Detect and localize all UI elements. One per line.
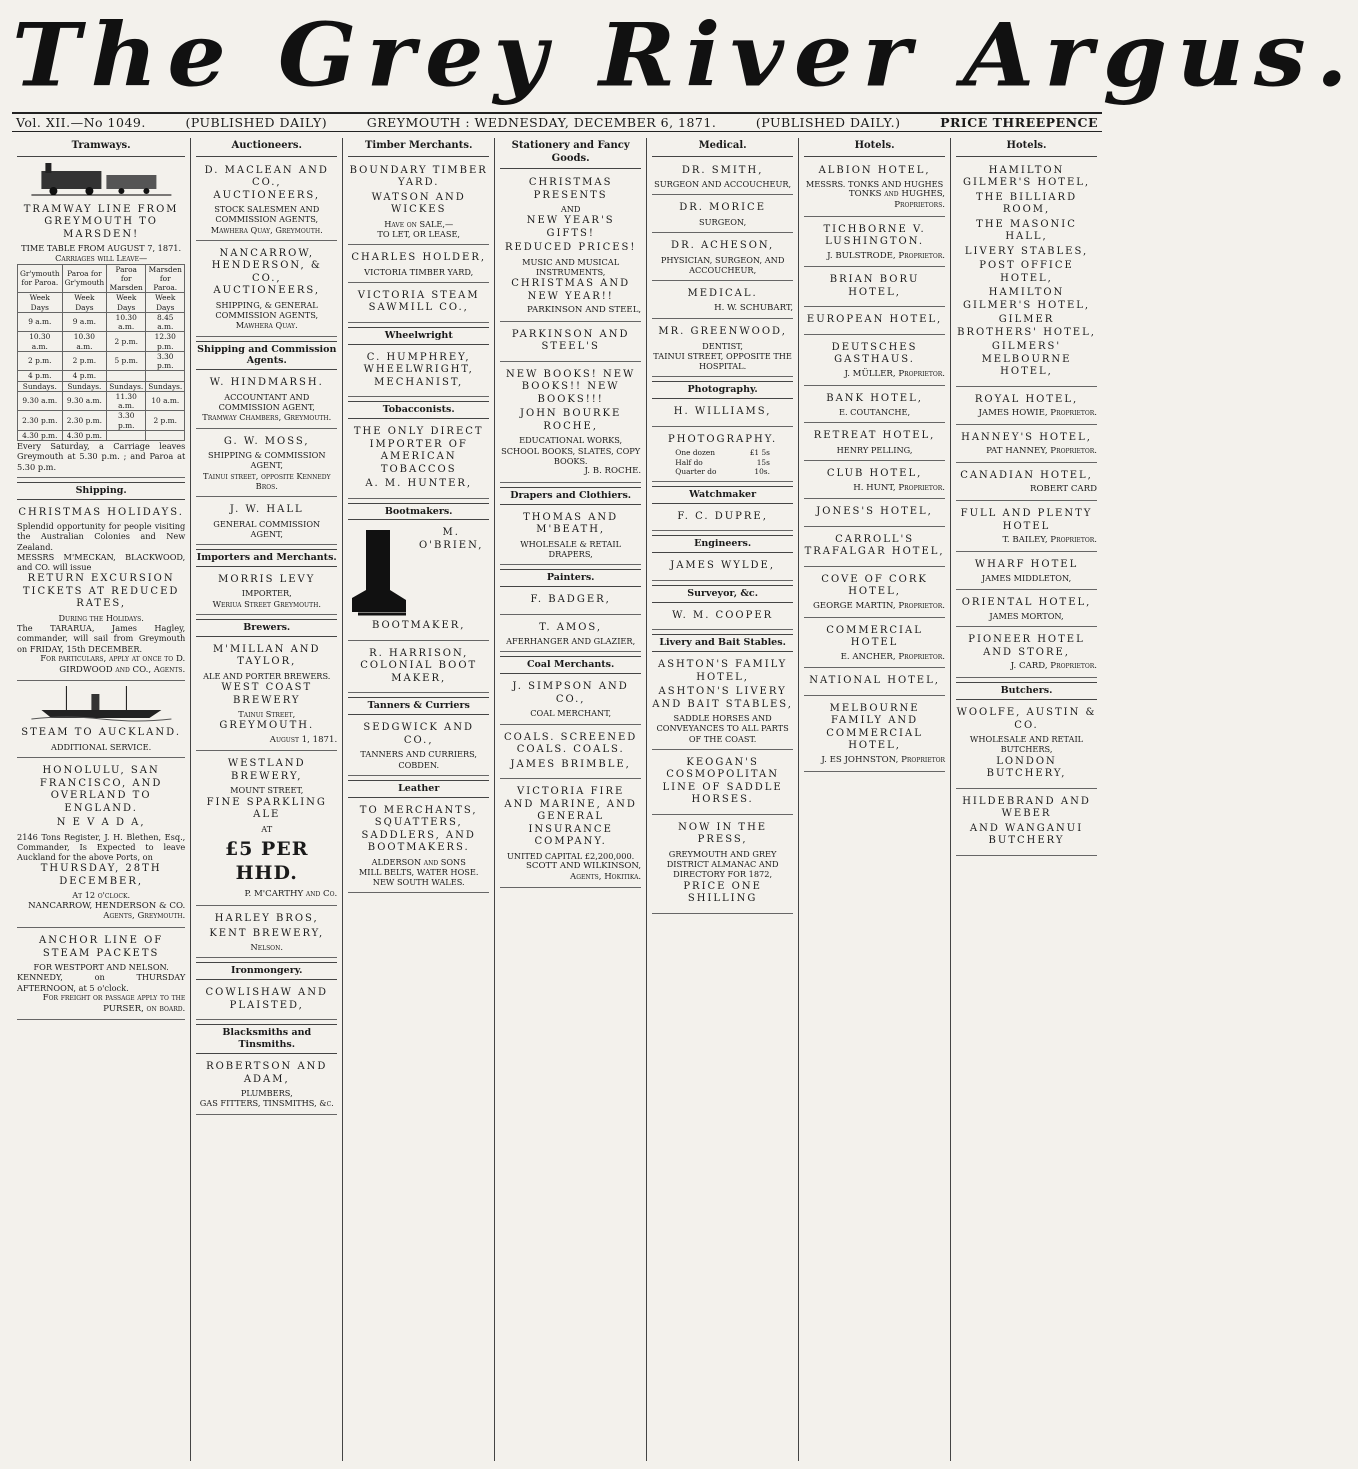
tt-cell: Sundays.	[107, 381, 146, 391]
harrison-title: R. HARRISON, COLONIAL BOOT MAKER,	[360, 647, 478, 684]
almanac: GREYMOUTH AND GREY DISTRICT ALMANAC AND DIRECTORY FOR 1872,	[666, 848, 779, 880]
now-in-press: NOW IN THE PRESS,	[678, 821, 768, 846]
hildebrand-weber: HILDEBRAND AND WEBER	[962, 795, 1091, 820]
brian-boru: BRIAN BORU HOTEL,	[829, 274, 920, 298]
smith-title: DR. SMITH,	[681, 164, 764, 176]
butchers-heading: Butchers.	[956, 682, 1097, 700]
mmillan-sub: ALE AND PORTER BREWERS.	[203, 670, 331, 681]
col4-heading: Stationery and Fancy Goods.	[500, 138, 641, 169]
tt-cell: 4.30 p.m.	[62, 430, 107, 440]
newspaper-title: The Grey River Argus.	[12, 3, 1358, 107]
morice-title: DR. MORICE	[679, 202, 766, 214]
thursday-date: THURSDAY, 28TH DECEMBER,	[40, 863, 162, 887]
christmas-presents: CHRISTMAS PRESENTS	[528, 177, 613, 201]
watchmaker-heading: Watchmaker	[652, 486, 793, 504]
col5-heading: Medical.	[652, 138, 793, 157]
westport-nelson: FOR WESTPORT AND NELSON.	[33, 962, 169, 973]
masonic-hall: THE MASONIC HALL,	[976, 218, 1077, 242]
painters-heading: Painters.	[500, 569, 641, 587]
dateline	[12, 112, 1102, 132]
hall-title: J. W. HALL	[229, 504, 304, 515]
anchor-line: ANCHOR LINE OF STEAM PACKETS	[39, 935, 164, 959]
gilmer-hotel: HAMILTON GILMER'S HOTEL,	[962, 164, 1091, 188]
tt-header: Paroa for Gr'ymouth	[62, 264, 107, 293]
column-3	[343, 138, 495, 1461]
brewers-heading: Brewers.	[196, 619, 337, 637]
particulars: For particulars, apply at once to D. GIRDWOOD and CO., Agents.	[40, 653, 186, 675]
tt-cell: 8.45 a.m.	[146, 312, 185, 332]
commercial-hotel: COMMERCIAL HOTEL	[826, 624, 923, 649]
columns	[12, 138, 1102, 1461]
maclean-sub: STOCK SALESMEN AND COMMISSION AGENTS,	[214, 204, 320, 225]
moss-sub: SHIPPING & COMMISSION AGENT,	[207, 450, 326, 471]
tt-cell: 10.30 a.m.	[107, 312, 146, 332]
wheelwright-heading: Wheelwright	[348, 327, 489, 345]
paperhanger: AFERHANGER AND GLAZIER,	[506, 636, 636, 647]
royal-hotel: ROYAL HOTEL,	[974, 393, 1079, 405]
place-date: GREYMOUTH : WEDNESDAY, DECEMBER 6, 1871.	[366, 115, 717, 130]
new-books: NEW BOOKS! NEW BOOKS!! NEW BOOKS!!!	[506, 368, 636, 405]
mccarthy: P. M'CARTHY and Co.	[244, 889, 338, 900]
maclean-title: D. MACLEAN AND CO., AUCTIONEERS,	[204, 164, 329, 201]
alderson: ALDERSON and SONS	[371, 856, 466, 867]
tt-cell: 9.30 a.m.	[62, 391, 107, 411]
purser: For freight or passage apply to the PURSER, on board.	[42, 992, 186, 1014]
bank-hotel: BANK HOTEL,	[826, 392, 923, 404]
westland-brewery: WESTLAND BREWERY,	[227, 758, 306, 782]
tramway-title: TRAMWAY LINE FROM GREYMOUTH TO MARSDEN!	[23, 203, 179, 240]
victoria-insurance: VICTORIA FIRE AND MARINE, AND GENERAL INSURANCE COMPANY.	[504, 786, 637, 848]
tt-cell: 11.30 a.m.	[107, 391, 146, 411]
retreat-hotel: RETREAT HOTEL,	[813, 430, 936, 442]
wholesale-butchers: WHOLESALE AND RETAIL BUTCHERS,	[969, 734, 1084, 755]
bailey: T. BAILEY, Proprietor.	[1002, 535, 1097, 546]
tt-cell: Sundays.	[62, 381, 107, 391]
and: AND	[560, 204, 581, 214]
tainui-opposite: TAINUI STREET, OPPOSITE THE HOSPITAL.	[653, 350, 792, 372]
tanners-heading: Tanners & Curriers	[348, 697, 489, 715]
new-year-gifts: NEW YEAR'S GIFTS!	[526, 215, 615, 239]
tt-cell	[146, 430, 185, 440]
oriental-hotel: ORIENTAL HOTEL,	[961, 596, 1092, 608]
xmas-holidays: CHRISTMAS HOLIDAYS.	[18, 506, 184, 518]
roche-title: JOHN BOURKE ROCHE,	[520, 408, 622, 432]
amos-title: T. AMOS,	[539, 621, 603, 633]
jb-roche: J. B. ROCHE.	[584, 466, 642, 477]
badger-title: F. BADGER,	[530, 594, 611, 606]
wholesale-drapers: WHOLESALE & RETAIL DRAPERS,	[520, 538, 622, 560]
billiard-room: THE BILLIARD ROOM,	[975, 191, 1078, 215]
middleton: JAMES MIDDLETON,	[981, 573, 1072, 584]
cooper-title: W. M. COOPER	[672, 609, 774, 621]
photography-heading: Photography.	[652, 381, 793, 399]
carriages-leave: Carriages will Leave—	[55, 253, 148, 264]
price-value: £1 5s	[749, 448, 770, 458]
tainui-street: Tainui Street,	[238, 709, 296, 719]
tt-cell: 9 a.m.	[18, 312, 63, 332]
tonks-sign: TONKS and HUGHES, Proprietors.	[848, 189, 946, 210]
deutsches-gasthaus: DEUTSCHES GASTHAUS.	[831, 341, 918, 366]
timetable-subtitle: TIME TABLE FROM AUGUST 7, 1871.	[21, 243, 182, 253]
schubart: H. W. SCHUBART,	[714, 302, 794, 313]
price-shilling: PRICE ONE SHILLING	[683, 880, 762, 905]
tt-cell: Sundays.	[146, 381, 185, 391]
tt-cell: 3.30 p.m.	[107, 411, 146, 431]
masthead	[12, 3, 1358, 107]
morton: JAMES MORTON,	[989, 611, 1064, 622]
tram-engraving-icon	[24, 161, 179, 197]
cowlishaw-title: COWLISHAW AND PLAISTED,	[205, 987, 329, 1011]
leather-heading: Leather	[348, 780, 489, 798]
nancarrow-agents: NANCARROW, HENDERSON & CO. Agents, Greymouth.	[28, 900, 186, 922]
xmas-body: Splendid opportunity for people visiting the Australian Colonies and New Zealand.	[17, 521, 186, 552]
club-hotel: CLUB HOTEL,	[826, 468, 923, 480]
saddle-horses: SADDLE HORSES AND CONVEYANCES TO ALL PARTS OF THE COAST.	[656, 713, 789, 744]
moss-title: G. W. MOSS,	[223, 435, 310, 447]
steamship-engraving-icon	[24, 684, 179, 720]
nelson: Nelson.	[250, 942, 283, 953]
at: AT	[261, 823, 273, 834]
during-holidays: During the Holidays.	[58, 612, 144, 623]
tt-cell: 2 p.m.	[107, 332, 146, 352]
nevada-ship: N E V A D A,	[56, 817, 146, 829]
kent-brewery: KENT BREWERY,	[209, 927, 325, 939]
williams-title: H. WILLIAMS,	[673, 406, 772, 418]
j-card: J. CARD, Proprietor.	[1010, 661, 1097, 672]
victoria-yard: VICTORIA TIMBER YARD,	[364, 266, 474, 277]
mawhera-quay: Mawhera Quay.	[235, 320, 298, 331]
hindmarsh-title: W. HINDMARSH.	[209, 377, 324, 389]
morice-sub: SURGEON,	[699, 216, 747, 227]
levy-addr: Weriua Street Greymouth.	[212, 598, 321, 609]
boot-icon	[348, 528, 408, 618]
melbourne-hotel: MELBOURNE FAMILY AND COMMERCIAL HOTEL,	[826, 702, 923, 752]
tt-cell: Week Days	[18, 293, 63, 313]
additional-service: ADDITIONAL SERVICE.	[51, 741, 152, 752]
harley-title: HARLEY BROS,	[214, 913, 319, 925]
tt-header: Paroa for Marsden	[107, 264, 146, 293]
tt-header: Marsden for Paroa.	[146, 264, 185, 293]
albion-hotel: ALBION HOTEL,	[818, 164, 931, 176]
simpson-title: J. SIMPSON AND CO.,	[512, 681, 629, 705]
col2-heading: Auctioneers.	[196, 138, 337, 157]
mill-belts: MILL BELTS, WATER HOSE.	[358, 866, 479, 877]
greymouth: GREYMOUTH.	[219, 720, 315, 732]
canadian-hotel: CANADIAN HOTEL,	[960, 469, 1093, 481]
coal-merchant: COAL MERCHANT,	[530, 708, 612, 719]
hindmarsh-sub: ACCOUNTANT AND COMMISSION AGENT,	[218, 391, 315, 412]
tt-cell: 5 p.m.	[107, 351, 146, 371]
column-1	[12, 138, 191, 1461]
blacksmiths-heading: Blacksmiths and Tinsmiths.	[196, 1024, 337, 1054]
gilmers-melbourne: GILMERS' MELBOURNE HOTEL,	[981, 341, 1072, 377]
gilmer-brothers: GILMER BROTHERS' HOTEL,	[957, 314, 1096, 338]
cobden: TANNERS AND CURRIERS, COBDEN.	[360, 749, 478, 770]
tt-cell: 12.30 p.m.	[146, 332, 185, 352]
mbeath-title: THOMAS AND M'BEATH,	[523, 511, 619, 536]
noon: At 12 o'clock.	[72, 890, 131, 901]
surveyor-heading: Surveyor, &c.	[652, 585, 793, 603]
tt-header: Gr'ymouth for Paroa.	[18, 264, 63, 293]
tt-cell	[107, 430, 146, 440]
tichborne: TICHBORNE V. LUSHINGTON.	[823, 223, 926, 248]
price-label: Half do	[675, 457, 703, 467]
johnston: J. ES JOHNSTON, Proprietor	[821, 754, 946, 765]
nancarrow-sub: SHIPPING, & GENERAL COMMISSION AGENTS,	[215, 299, 319, 320]
nevada-body: 2146 Tons Register, J. H. Blethen, Esq., Commander, Is Expected to leave Auckland for the above Ports, on	[17, 831, 186, 863]
full-plenty: FULL AND PLENTY HOTEL	[960, 508, 1093, 532]
column-2	[191, 138, 343, 1461]
boundary-yard: BOUNDARY TIMBER YARD.	[349, 164, 488, 188]
european-hotel: EUROPEAN HOTEL,	[806, 314, 943, 326]
drapers-heading: Drapers and Clothiers.	[500, 487, 641, 505]
ancher: E. ANCHER, Proprietor.	[840, 651, 946, 662]
westcoast-brewery: WEST COAST BREWERY	[221, 682, 313, 706]
screened-coals: COALS. SCREENED COALS. COALS.	[504, 731, 638, 756]
smith-sub: SURGEON AND ACCOUCHEUR,	[654, 179, 792, 189]
hamilton-hotel: HAMILTON GILMER'S HOTEL,	[962, 287, 1091, 311]
london-butchery: LONDON BUTCHERY,	[986, 755, 1067, 780]
for-xmas: CHRISTMAS AND NEW YEAR!!	[511, 278, 631, 302]
hall-sub: GENERAL COMMISSION AGENT,	[213, 518, 321, 539]
plumbers: PLUMBERS,	[240, 1088, 293, 1099]
ashton-stables: ASHTON'S LIVERY AND BAIT STABLES,	[652, 686, 793, 710]
parkinson-steel: PARKINSON AND STEEL'S	[511, 328, 630, 353]
price-label: Quarter do	[675, 466, 717, 476]
holder-title: CHARLES HOLDER,	[351, 252, 487, 263]
column-5	[647, 138, 799, 1461]
price-value: 15s	[756, 457, 770, 467]
humphrey-title: C. HUMPHREY, WHEELWRIGHT, MECHANIST,	[363, 351, 474, 388]
maclean-addr: Mawhera Quay, Greymouth.	[210, 224, 323, 235]
jones-hotel: JONES'S HOTEL,	[816, 506, 933, 518]
livery-stables: LIVERY STABLES,	[964, 245, 1089, 257]
tt-cell: Sundays.	[18, 381, 63, 391]
nancarrow-title: NANCARROW, HENDERSON, & CO., AUCTIONEERS,	[211, 247, 322, 297]
post-office-hotel: POST OFFICE HOTEL,	[979, 260, 1074, 284]
photo-prices	[673, 448, 772, 476]
dentist: DENTIST,	[702, 340, 744, 351]
tt-cell: 10.30 a.m.	[62, 332, 107, 352]
price-value: 10s.	[754, 466, 770, 476]
importers-heading: Importers and Merchants.	[196, 549, 337, 567]
livery-heading: Livery and Bait Stables.	[652, 634, 793, 652]
ashton-hotel: ASHTON'S FAMILY HOTEL,	[657, 659, 788, 683]
greenwood-title: MR. GREENWOOD,	[658, 326, 787, 338]
published-daily-left: (PUBLISHED DAILY)	[185, 115, 328, 130]
price: PRICE THREEPENCE	[940, 115, 1098, 130]
pioneer-hotel: PIONEER HOTEL AND STORE,	[968, 634, 1085, 658]
tt-cell: Week Days	[107, 293, 146, 313]
coal-heading: Coal Merchants.	[500, 656, 641, 674]
wanganui-butchery: AND WANGANUI BUTCHERY	[969, 822, 1084, 847]
to-let: TO LET, OR LEASE,	[377, 228, 461, 239]
column-6	[799, 138, 951, 1461]
hunt: H. HUNT, Proprietor.	[853, 482, 946, 493]
tt-cell: 4 p.m.	[18, 371, 63, 381]
tararua-sailing: The TARARUA, James Hagley, commander, will sail from Greymouth on FRIDAY, 15th DECEMBER.	[17, 623, 186, 654]
photography-title: PHOTOGRAPHY.	[668, 433, 778, 445]
tt-cell	[107, 371, 146, 381]
acheson-sub: PHYSICIAN, SURGEON, AND ACCOUCHEUR,	[660, 254, 785, 275]
educational-works: EDUCATIONAL WORKS, SCHOOL BOOKS, SLATES, COPY BOOKS.	[501, 435, 641, 466]
tt-cell: 4 p.m.	[62, 371, 107, 381]
published-daily-right: (PUBLISHED DAILY.)	[755, 115, 901, 130]
tt-cell: 4.30 p.m.	[18, 430, 63, 440]
tonks-hughes: MESSRS. TONKS AND HUGHES	[805, 179, 944, 189]
carroll-hotel: CARROLL'S TRAFALGAR HOTEL,	[804, 533, 945, 558]
tt-cell: 9 a.m.	[62, 312, 107, 332]
sedgwick-title: SEDGWICK AND CO.,	[363, 722, 475, 746]
volume-number: Vol. XII.—No 1049.	[16, 115, 146, 130]
august-date: August 1, 1871.	[269, 734, 338, 745]
tt-cell: Week Days	[146, 293, 185, 313]
dupre-title: F. C. DUPRE,	[677, 510, 768, 522]
tt-cell: 2 p.m.	[18, 351, 63, 371]
shipping-agents-heading: Shipping and Commission Agents.	[196, 341, 337, 371]
tt-cell	[146, 371, 185, 381]
shipping-heading: Shipping.	[17, 482, 185, 500]
col3-heading: Timber Merchants.	[348, 138, 489, 157]
levy-sub: IMPORTER,	[241, 588, 292, 599]
col6-heading: Hotels.	[804, 138, 945, 157]
tram-note: Every Saturday, a Carriage leaves Greymouth at 5.30 p.m. ; and Paroa at 5.30 p.m.	[17, 441, 186, 472]
new-south-wales: NEW SOUTH WALES.	[372, 877, 465, 888]
col1-heading: Tramways.	[17, 138, 185, 157]
gas-fitters: GAS FITTERS, TINSMITHS, &c.	[199, 1098, 334, 1109]
cove-of-cork: COVE OF CORK HOTEL,	[821, 573, 928, 598]
levy-title: MORRIS LEVY	[218, 573, 316, 585]
to-merchants: TO MERCHANTS, SQUATTERS, SADDLERS, AND BOOTMAKERS.	[359, 804, 478, 854]
hindmarsh-addr: Tramway Chambers, Greymouth.	[202, 412, 332, 423]
col7-heading: Hotels.	[956, 138, 1097, 157]
obrien-title: M. O'BRIEN, BOOTMAKER,	[371, 527, 484, 632]
tt-cell: Week Days	[62, 293, 107, 313]
reduced-prices: REDUCED PRICES!	[504, 242, 637, 254]
tt-cell: 10.30 a.m.	[18, 332, 63, 352]
engineers-heading: Engineers.	[652, 535, 793, 553]
medical-title: MEDICAL.	[687, 288, 758, 299]
acheson-title: DR. ACHESON,	[671, 240, 775, 251]
cosmopolitan-line: KEOGAN'S COSMOPOLITAN LINE OF SADDLE HORSES.	[662, 756, 783, 806]
tt-cell: 2 p.m.	[62, 351, 107, 371]
bulstrode: J. BULSTRODE, Proprietor.	[827, 250, 946, 261]
honolulu-route: HONOLULU, SAN FRANCISCO, AND OVERLAND TO ENGLAND.	[39, 765, 163, 814]
mmeckan-ad: MESSRS M'MECKAN, BLACKWOOD, and CO. will issue	[17, 551, 186, 573]
coutanche: E. COUTANCHE,	[839, 407, 911, 418]
howie: JAMES HOWIE, Proprietor.	[978, 408, 1097, 418]
scott-wilkinson: SCOTT AND WILKINSON, Agents, Hokitika.	[526, 860, 642, 882]
tobacconists-heading: Tobacconists.	[348, 401, 489, 419]
excursion-tickets: RETURN EXCURSION TICKETS AT REDUCED RATES,	[22, 573, 180, 610]
tt-cell: 2.30 p.m.	[18, 411, 63, 431]
woolfe-austin: WOOLFE, AUSTIN & CO.	[956, 707, 1097, 731]
ale-price: £5 PER HHD.	[224, 837, 309, 884]
hanney-hotel: HANNEY'S HOTEL,	[961, 431, 1092, 443]
hunter-title: A. M. HUNTER,	[365, 478, 473, 489]
moss-addr: Tainui street, opposite Kennedy Bros.	[202, 470, 331, 491]
national-hotel: NATIONAL HOTEL,	[809, 675, 940, 687]
wylde-title: JAMES WYLDE,	[670, 560, 776, 572]
column-4	[495, 138, 647, 1461]
tt-cell: 10 a.m.	[146, 391, 185, 411]
tt-cell: 2.30 p.m.	[62, 411, 107, 431]
parkinson: PARKINSON AND STEEL,	[527, 305, 642, 316]
mount-street: MOUNT STREET,	[230, 785, 304, 796]
tt-cell: 2 p.m.	[146, 411, 185, 431]
martin: GEORGE MARTIN, Proprietor.	[812, 600, 946, 611]
brimble-title: JAMES BRIMBLE,	[510, 758, 631, 770]
tram-timetable	[17, 264, 185, 442]
kennedy-sailing: KENNEDY, on THURSDAY AFTERNOON, at 5 o'clock.	[17, 972, 186, 993]
tt-cell: 9.30 a.m.	[18, 391, 63, 411]
united-capital: UNITED CAPITAL £2,200,000.	[507, 850, 635, 861]
wharf-hotel: WHARF HOTEL	[974, 558, 1079, 570]
pelling: HENRY PELLING,	[836, 444, 913, 455]
watson-wickes: WATSON AND WICKES	[371, 191, 466, 215]
robertson-title: ROBERTSON AND ADAM,	[206, 1061, 328, 1085]
tt-cell: 3.30 p.m.	[146, 351, 185, 371]
column-7	[951, 138, 1102, 1461]
sparkling-ale: FINE SPARKLING ALE	[206, 796, 327, 821]
price-label: One dozen	[675, 448, 716, 458]
have-on-sale: Have on SALE,—	[384, 218, 454, 229]
ironmongery-heading: Ironmongery.	[196, 962, 337, 980]
robert-card: ROBERT CARD	[1029, 484, 1097, 495]
victoria-mill: VICTORIA STEAM SAWMILL CO.,	[357, 289, 480, 314]
steam-auckland: STEAM TO AUCKLAND.	[21, 727, 181, 739]
mmillan-title: M'MILLAN AND TAYLOR,	[212, 643, 321, 668]
muller: J. MÜLLER, Proprietor.	[844, 368, 946, 379]
pat-hanney: PAT HANNEY, Proprietor.	[986, 446, 1097, 457]
music-instruments: MUSIC AND MUSICAL INSTRUMENTS,	[522, 256, 620, 277]
tobacco-importer: THE ONLY DIRECT IMPORTER OF AMERICAN TOBACCOS	[353, 426, 484, 475]
bootmakers-heading: Bootmakers.	[348, 503, 489, 521]
